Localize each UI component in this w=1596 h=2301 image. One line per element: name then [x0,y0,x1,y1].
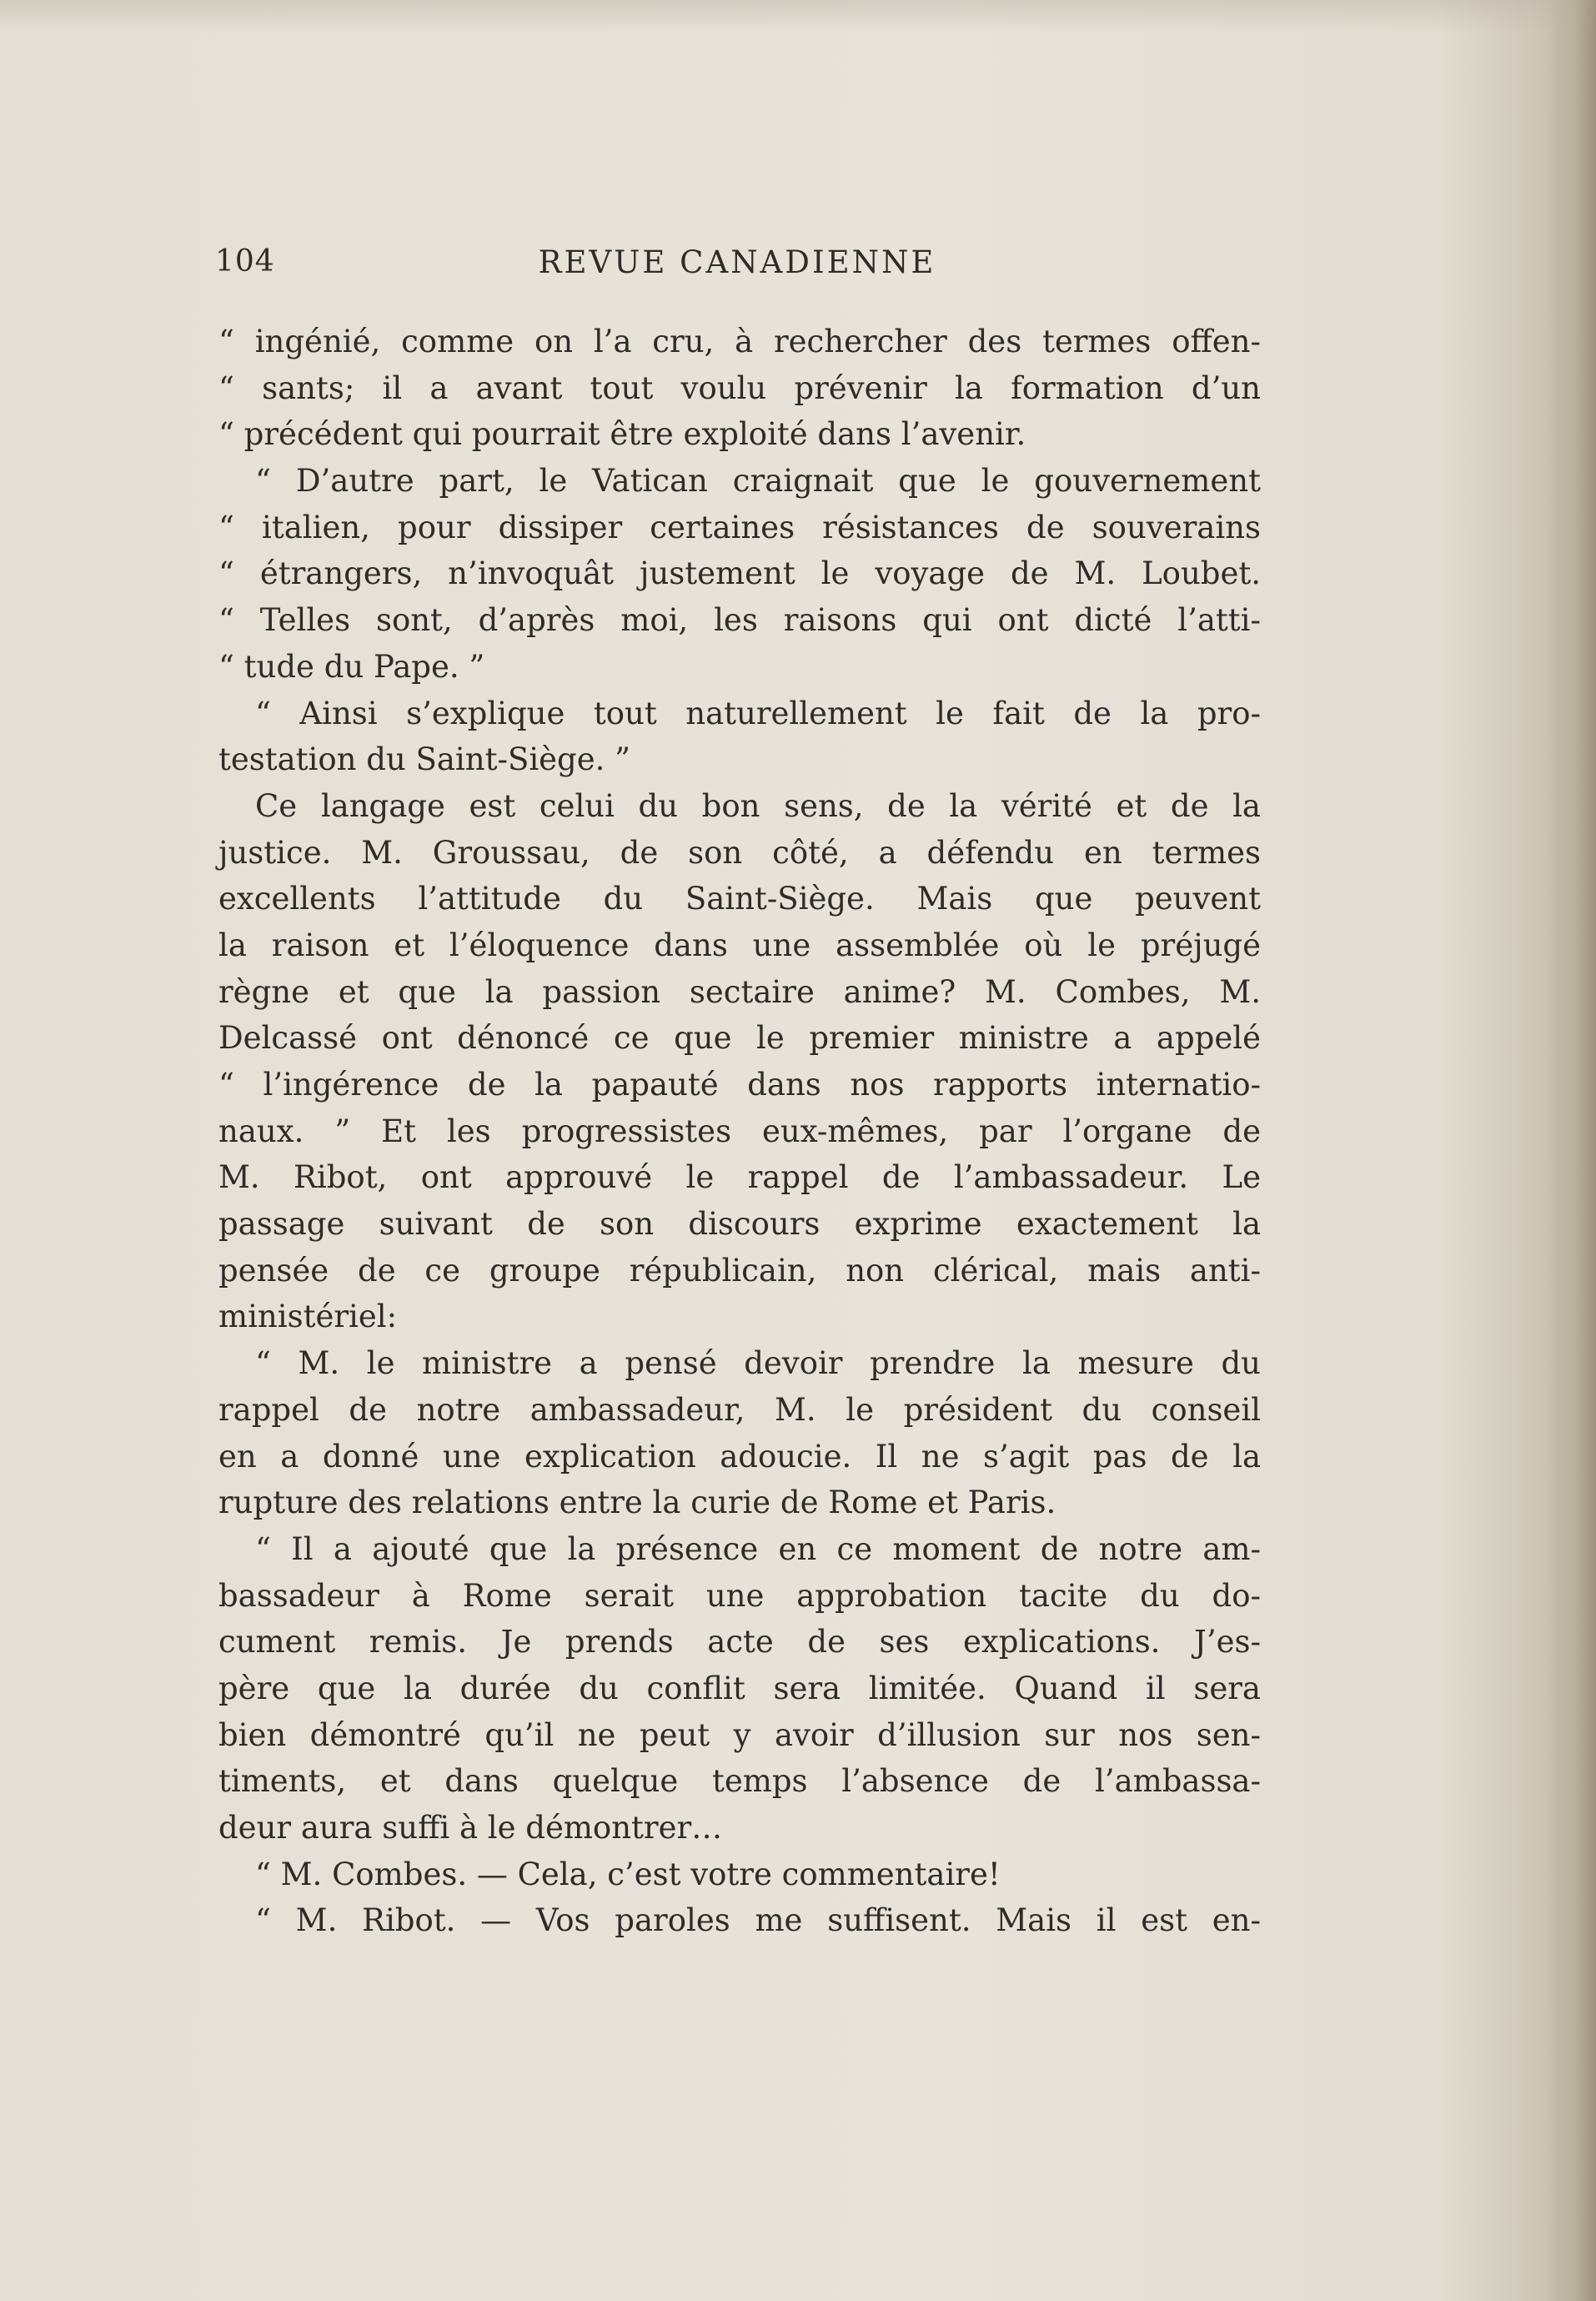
text-line: bien démontré qu’il ne peut y avoir d’illusion sur nos sen- [218,1716,1261,1753]
text-line: en a donné une explication adoucie. Il ne s’agit pas de la [218,1438,1261,1475]
text-line: père que la durée du conflit sera limitée. Quand il sera [218,1670,1261,1706]
text-line: testation du Saint-Siège. ” [218,741,631,778]
text-line: “ D’autre part, le Vatican craignait que le gouvernement [255,463,1261,500]
page-edge-shadow [1546,0,1596,2301]
text-line: “ Telles sont, d’après moi, les raisons qui ont dicté l’atti- [218,602,1261,639]
text-line: “ sants; il a avant tout voulu prévenir la formation d’un [218,369,1261,406]
text-line: “ Ainsi s’explique tout naturellement le fait de la pro- [255,695,1261,731]
page-top-shadow [0,0,1596,33]
text-line: “ Il a ajouté que la présence en ce moment de notre am- [255,1530,1261,1567]
text-line: passage suivant de son discours exprime exactement la [218,1206,1261,1243]
text-line: excellents l’attitude du Saint-Siège. Mais que peuvent [218,881,1261,917]
text-line: rupture des relations entre la curie de Rome et Paris. [218,1485,1056,1521]
text-line: timents, et dans quelque temps l’absence de l’ambassa- [218,1763,1261,1800]
text-line: règne et que la passion sectaire anime? M. Combes, M. [218,973,1261,1010]
text-line: “ tude du Pape. ” [218,648,485,685]
text-line: “ M. Ribot. — Vos paroles me suffisent. Mais il est en- [255,1902,1261,1939]
text-line: “ étrangers, n’invoquât justement le voyage de M. Loubet. [218,555,1261,592]
text-line: Ce langage est celui du bon sens, de la vérité et de la [255,787,1261,824]
text-line: “ M. Combes. — Cela, c’est votre commentaire! [255,1856,1001,1892]
text-line: deur aura suffi à le démontrer… [218,1810,723,1846]
text-line: rappel de notre ambassadeur, M. le président du conseil [218,1391,1261,1428]
text-line: pensée de ce groupe républicain, non clérical, mais anti- [218,1252,1261,1289]
running-title: REVUE CANADIENNE [538,244,936,280]
text-line: “ ingénié, comme on l’a cru, à rechercher des termes offen- [218,324,1261,359]
text-line: naux. ” Et les progressistes eux-mêmes, par l’organe de [218,1113,1261,1149]
text-line: bassadeur à Rome serait une approbation tacite du do- [218,1577,1261,1614]
text-line: cument remis. Je prends acte de ses explications. J’es- [218,1624,1261,1660]
text-line: ministériel: [218,1299,398,1335]
body-text [218,319,1261,1944]
text-line: la raison et l’éloquence dans une assemblée où le préjugé [218,927,1261,963]
text-line: “ l’ingérence de la papauté dans nos rapports internatio- [218,1067,1261,1103]
page-number: 104 [215,244,275,279]
text-line: “ italien, pour dissiper certaines résistances de souverains [218,509,1261,545]
text-line: “ M. le ministre a pensé devoir prendre la mesure du [255,1345,1261,1382]
text-line: justice. M. Groussau, de son côté, a défendu en termes [218,834,1261,871]
page-header [215,244,1259,286]
text-line: M. Ribot, ont approuvé le rappel de l’ambassadeur. Le [218,1159,1261,1196]
text-line: “ précédent qui pourrait être exploité dans l’avenir. [218,416,1026,453]
text-line: Delcassé ont dénoncé ce que le premier ministre a appelé [218,1020,1261,1057]
